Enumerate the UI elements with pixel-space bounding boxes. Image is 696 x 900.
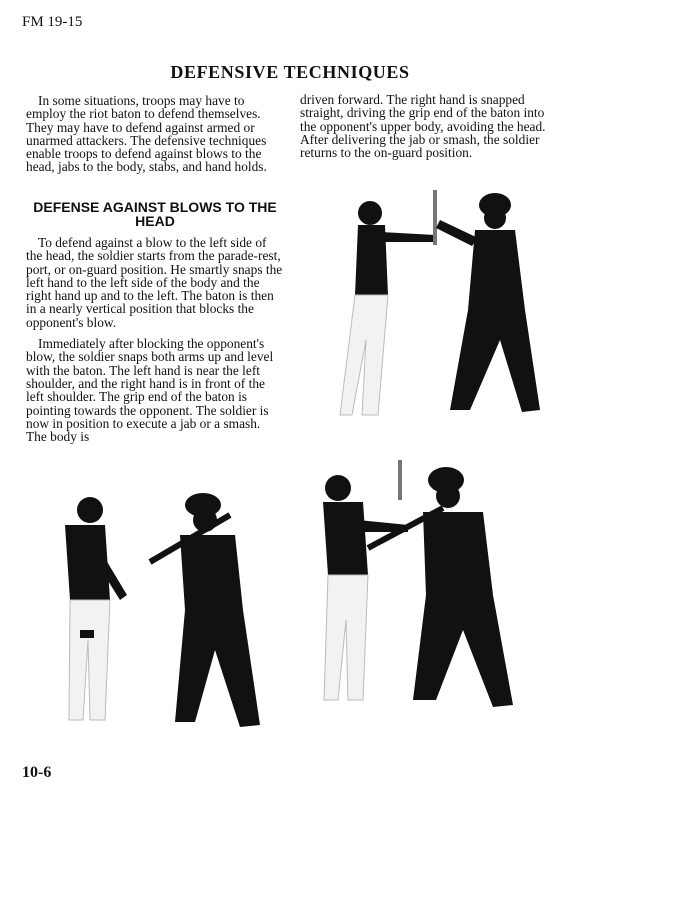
document-id: FM 19-15 bbox=[22, 14, 83, 30]
right-column-paragraph: driven forward. The right hand is snapped straight, driving the grip end of the baton into the opponent's upper body, avoiding the head. After delivering the jab or smash, the soldier returns to the on-guard position. bbox=[300, 92, 546, 161]
intro-paragraph: In some situations, troops may have to employ the riot baton to defend themselves. They may have to defend against armed or unarmed attackers. The defensive techniques enable troops to defend against blows to the head, jabs to the body, stabs, and hand holds. bbox=[26, 93, 267, 175]
section-paragraph-2: Immediately after blocking the opponent's blow, the soldier snaps both arms up and level with the baton. The left hand is near the left shoulder, and the right hand is in front of the left shoulder. The grip end of the baton is pointing towards the opponent. The soldier is now in position to execute a jab or a smash. The body is bbox=[26, 336, 274, 445]
photo-counter-position bbox=[318, 460, 538, 720]
photo-block-position bbox=[300, 180, 550, 430]
intro-column bbox=[26, 94, 284, 182]
photo-ready-position bbox=[55, 490, 275, 740]
page-title bbox=[0, 62, 580, 83]
right-column bbox=[300, 93, 550, 167]
section-body bbox=[26, 236, 284, 451]
section-heading: DEFENSE AGAINST BLOWS TO THE HEAD bbox=[33, 199, 277, 229]
page-title-text: DEFENSIVE TECHNIQUES bbox=[170, 62, 410, 82]
page-number: 10-6 bbox=[22, 764, 52, 781]
section-paragraph-1: To defend against a blow to the left side of the head, the soldier starts from the parade-rest, port, or on-guard position. He smartly snaps the left hand to the left side of the body and the right hand up and to the left. The baton is then in a nearly vertical position that blocks the opponent's blow. bbox=[26, 235, 283, 330]
